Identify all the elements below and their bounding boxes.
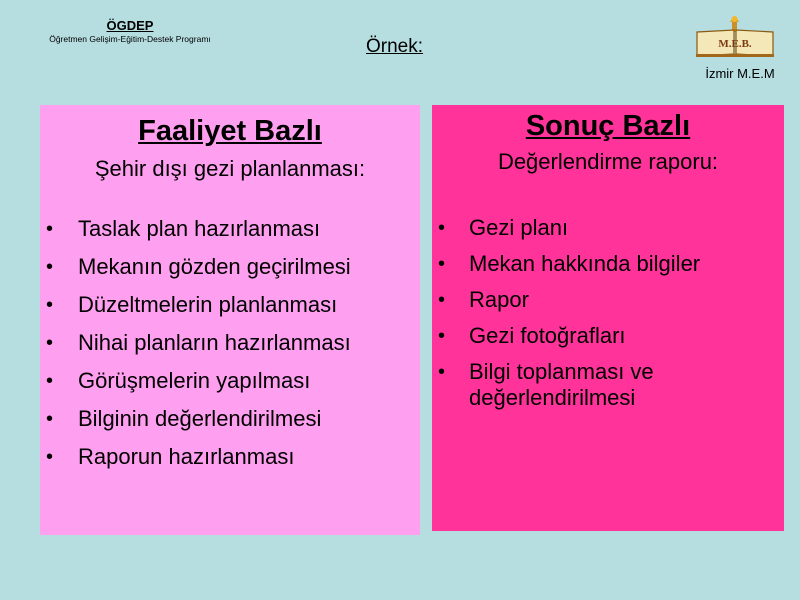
activity-list bbox=[40, 216, 420, 470]
list-item: • Mekanın gözden geçirilmesi bbox=[46, 254, 351, 279]
list-item: • Rapor bbox=[438, 287, 529, 312]
list-item: • Düzeltmelerin planlanması bbox=[46, 292, 338, 317]
activity-based-panel bbox=[40, 105, 420, 535]
list-item: • Taslak plan hazırlanması bbox=[46, 216, 321, 241]
bullet-icon: • bbox=[46, 408, 54, 430]
bullet-icon: • bbox=[46, 218, 54, 240]
bullet-icon: • bbox=[438, 289, 446, 311]
activity-based-subheading: Şehir dışı gezi planlanması: bbox=[94, 156, 366, 181]
logo-text: M.E.B. bbox=[718, 38, 752, 50]
list-item: • Bilginin değerlendirilmesi bbox=[46, 406, 322, 431]
bullet-icon: • bbox=[46, 446, 54, 468]
result-based-heading: Sonuç Bazlı bbox=[525, 110, 691, 142]
bullet-icon: • bbox=[46, 370, 54, 392]
bullet-icon: • bbox=[438, 253, 446, 275]
meb-logo-icon bbox=[694, 16, 776, 58]
list-item: • Mekan hakkında bilgiler bbox=[438, 251, 701, 276]
result-based-panel bbox=[432, 105, 784, 531]
bullet-icon: • bbox=[438, 325, 446, 347]
bullet-icon: • bbox=[46, 256, 54, 278]
org-header bbox=[30, 18, 230, 45]
list-item: • Gezi fotoğrafları bbox=[438, 323, 626, 348]
slide-title: Örnek: bbox=[366, 36, 424, 57]
list-item: • Gezi planı bbox=[438, 215, 569, 240]
bullet-icon: • bbox=[46, 332, 54, 354]
list-item: • Raporun hazırlanması bbox=[46, 444, 295, 469]
logo-caption: İzmir M.E.M bbox=[705, 66, 775, 81]
activity-based-heading: Faaliyet Bazlı bbox=[138, 115, 322, 147]
list-item: • Bilgi toplanması ve değerlendirilmesi bbox=[438, 359, 654, 410]
list-item: • Görüşmelerin yapılması bbox=[46, 368, 311, 393]
org-name: ÖGDEP bbox=[106, 18, 154, 33]
result-based-subheading: Değerlendirme raporu: bbox=[497, 149, 719, 174]
bullet-icon: • bbox=[438, 361, 446, 383]
bullet-icon: • bbox=[438, 217, 446, 239]
list-item: • Nihai planların hazırlanması bbox=[46, 330, 351, 355]
org-full-name: Öğretmen Gelişim-Eğitim-Destek Programı bbox=[49, 34, 211, 44]
result-list bbox=[432, 215, 784, 411]
bullet-icon: • bbox=[46, 294, 54, 316]
